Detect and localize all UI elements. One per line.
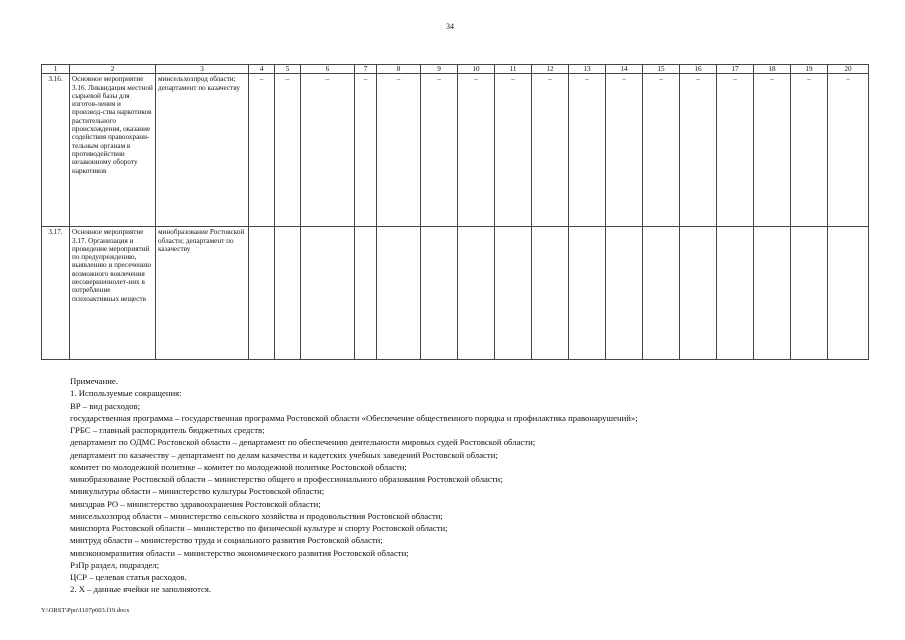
note-line: минкультуры области – министерство культуры Ростовской области; xyxy=(70,486,325,497)
program-table xyxy=(41,64,869,360)
row-number: 3.17. xyxy=(42,227,70,360)
value-cell: – xyxy=(301,74,355,227)
table-row xyxy=(42,74,869,227)
notes-section xyxy=(70,375,870,596)
note-line: 2. Х – данные ячейки не заполняются. xyxy=(70,584,212,595)
column-header: 18 xyxy=(754,65,791,74)
column-header: 14 xyxy=(606,65,643,74)
note-line: департамент по ОДМС Ростовской области – департамент по обеспечению деятельности мировых судей Ростовской области; xyxy=(70,437,536,448)
value-cell xyxy=(458,227,495,360)
value-cell xyxy=(754,227,791,360)
table-header-row xyxy=(42,65,869,74)
note-line: департамент по казачеству – департамент по делам казачества и кадетских учебных заведений Ростовской области; xyxy=(70,449,498,460)
value-cell: – xyxy=(495,74,532,227)
column-header: 9 xyxy=(421,65,458,74)
value-cell: – xyxy=(569,74,606,227)
note-line: Примечание. xyxy=(70,376,118,386)
value-cell: – xyxy=(680,74,717,227)
column-header: 6 xyxy=(301,65,355,74)
value-cell: – xyxy=(532,74,569,227)
value-cell xyxy=(791,227,828,360)
column-header: 2 xyxy=(70,65,156,74)
value-cell xyxy=(495,227,532,360)
activity-title: Основное мероприятие 3.17. Организация и проведение мероприятий по предупреждению, выявлению и пресечению возможного вовлечения несовершеннолет-них в потребление психоактивных веществ xyxy=(70,227,156,360)
column-header: 12 xyxy=(532,65,569,74)
value-cell xyxy=(569,227,606,360)
column-header: 8 xyxy=(377,65,421,74)
responsible-executor: минобразование Ростовской области; департамент по казачеству xyxy=(156,227,249,360)
note-line: минсельхозпрод области – министерство сельского хозяйства и продовольствия Ростовской области; xyxy=(70,510,443,521)
value-cell xyxy=(421,227,458,360)
value-cell: – xyxy=(275,74,301,227)
column-header: 7 xyxy=(355,65,377,74)
value-cell: – xyxy=(643,74,680,227)
note-line: минтруд области – министерство труда и социального развития Ростовской области; xyxy=(70,535,383,546)
responsible-executor: минсельхозпрод области; департамент по казачеству xyxy=(156,74,249,227)
row-number: 3.16. xyxy=(42,74,70,227)
value-cell xyxy=(717,227,754,360)
page-number: 34 xyxy=(446,22,454,31)
value-cell xyxy=(680,227,717,360)
value-cell xyxy=(275,227,301,360)
value-cell: – xyxy=(458,74,495,227)
value-cell xyxy=(532,227,569,360)
note-line: ВР – вид расходов; xyxy=(70,400,140,411)
value-cell xyxy=(828,227,869,360)
column-header: 1 xyxy=(42,65,70,74)
note-line: минспорта Ростовской области – министерство по физической культуре и спорту Ростовской области; xyxy=(70,523,448,533)
file-path-footer: Y:\ORST\Ppo\1107p603.f19.docx xyxy=(41,607,130,614)
column-header: 16 xyxy=(680,65,717,74)
note-line: минздрав РО – министерство здравоохранения Ростовской области; xyxy=(70,498,321,509)
value-cell: – xyxy=(249,74,275,227)
column-header: 13 xyxy=(569,65,606,74)
note-line: государственная программа – государственная программа Ростовской области «Обеспечение общественного порядка и профилактика правонарушений»; xyxy=(70,412,638,423)
column-header: 11 xyxy=(495,65,532,74)
note-line: минобразование Ростовской области – министерство общего и профессионального образования Ростовской области; xyxy=(70,474,503,484)
column-header: 17 xyxy=(717,65,754,74)
note-line: минэкономразвития области – министерство экономического развития Ростовской области; xyxy=(70,547,409,558)
value-cell: – xyxy=(355,74,377,227)
value-cell xyxy=(606,227,643,360)
value-cell: – xyxy=(606,74,643,227)
column-header: 4 xyxy=(249,65,275,74)
column-header: 10 xyxy=(458,65,495,74)
value-cell: – xyxy=(421,74,458,227)
column-header: 15 xyxy=(643,65,680,74)
value-cell xyxy=(643,227,680,360)
note-line: ГРБС – главный распорядитель бюджетных средств; xyxy=(70,425,265,435)
column-header: 5 xyxy=(275,65,301,74)
value-cell xyxy=(301,227,355,360)
value-cell: – xyxy=(717,74,754,227)
value-cell: – xyxy=(754,74,791,227)
note-line: 1. Используемые сокращения: xyxy=(70,388,182,399)
note-line: комитет по молодежной политике – комитет по молодежной политике Ростовской области; xyxy=(70,461,407,472)
note-line: РзПр раздел, подраздел; xyxy=(70,559,160,570)
value-cell: – xyxy=(828,74,869,227)
table-body xyxy=(42,65,869,360)
value-cell: – xyxy=(377,74,421,227)
activity-title: Основное мероприятие 3.16. Ликвидация местной сырьевой базы для изготов-ления и производ-ства наркотиков растительного происхождения, оказание содействия правоохрани-тельным органам в противодействии незаконному обороту наркотиков xyxy=(70,74,156,227)
value-cell xyxy=(377,227,421,360)
column-header: 20 xyxy=(828,65,869,74)
value-cell: – xyxy=(791,74,828,227)
value-cell xyxy=(355,227,377,360)
column-header: 19 xyxy=(791,65,828,74)
column-header: 3 xyxy=(156,65,249,74)
value-cell xyxy=(249,227,275,360)
table-row xyxy=(42,227,869,360)
note-line: ЦСР – целевая статья расходов. xyxy=(70,572,187,582)
